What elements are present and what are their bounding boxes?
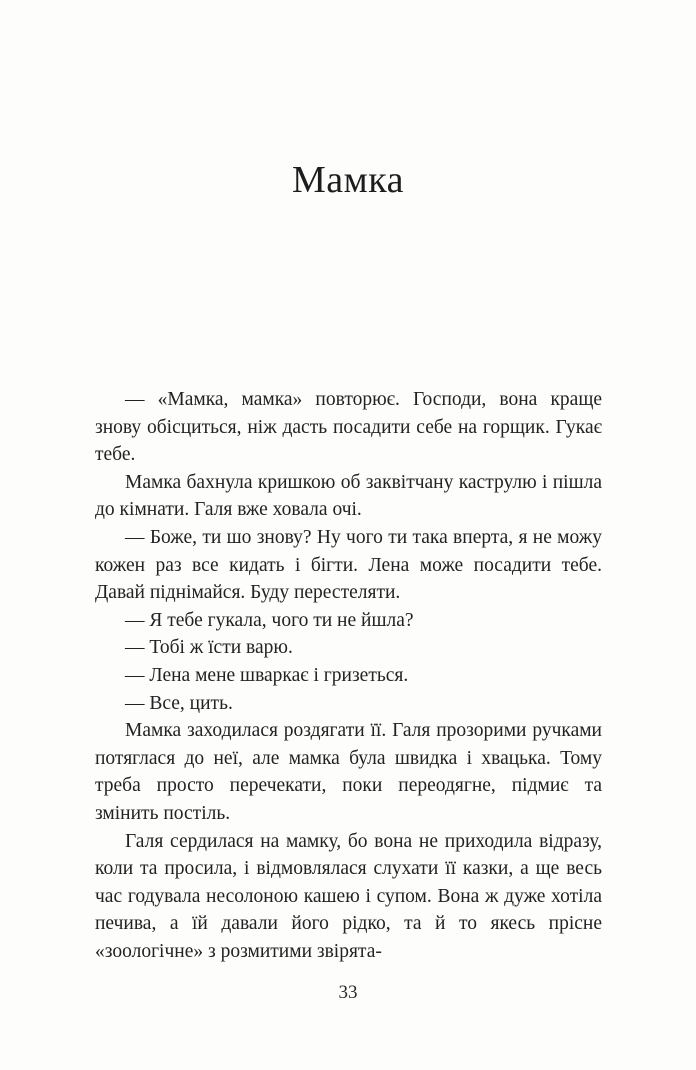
paragraph: Мамка бахнула кришкою об заквітчану каструлю і пішла до кімнати. Галя вже ховала очі. bbox=[95, 471, 602, 521]
paragraph: — Боже, ти шо знову? Ну чого ти така вперта, я не можу кожен раз все кидать і бігти. Лена може посадити тебе. Давай піднімайся. Буду перестеляти. bbox=[95, 526, 602, 604]
text-block bbox=[95, 386, 602, 965]
page-number: 33 bbox=[338, 982, 358, 1003]
paragraph: Галя сердилася на мамку, бо вона не приходила відразу, коли та просила, і відмовлялася слухати її казки, а ще весь час годувала несолоною кашею і супом. Вона ж дуже хотіла печива, а їй давали його рідко, та й то якесь прісне «зоологічне» з розмитими звірята- bbox=[95, 830, 602, 962]
paragraph: Мамка заходилася роздягати її. Галя прозорими ручками потяглася до неї, але мамка була швидка і хвацька. Тому треба просто перечекати, поки переодягне, підмиє та змінить постіль. bbox=[95, 720, 602, 824]
chapter-title: Мамка bbox=[292, 159, 404, 201]
paragraph: — Все, цить. bbox=[125, 692, 233, 714]
paragraph: — Лена мене шваркає і гризеться. bbox=[125, 664, 409, 686]
paragraph: — Я тебе гукала, чого ти не йшла? bbox=[125, 609, 414, 631]
paragraph: — Тобі ж їсти варю. bbox=[125, 637, 293, 659]
paragraph: — «Мамка, мамка» повторює. Господи, вона краще знову обісциться, ніж дасть посадити себе на горщик. Гукає тебе. bbox=[95, 389, 602, 466]
